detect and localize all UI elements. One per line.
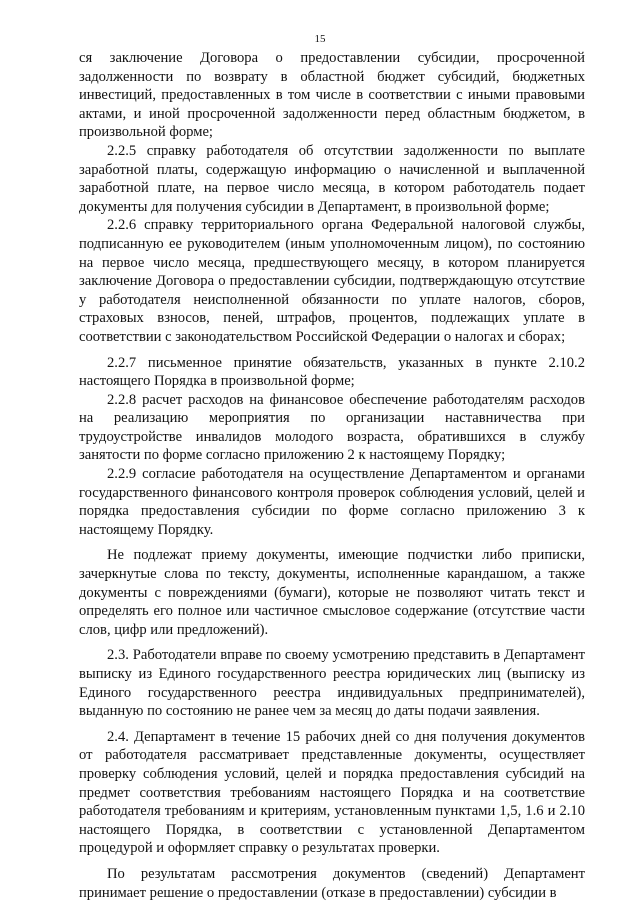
paragraph-review-results: По результатам рассмотрения документов (сведений) Департамент принимает решение о предоставлении (отказе в предоставлении) субсидии в xyxy=(79,865,585,901)
paragraph-2-2-8: 2.2.8 расчет расходов на финансовое обеспечение работодателям расходов на реализацию мероприятия по организации наставничества при трудоустройстве инвалидов молодого возраста, обратившихся в службу занятости по форме согласно приложению 2 к настоящему Порядку; xyxy=(79,391,585,464)
paragraph-2-4: 2.4. Департамент в течение 15 рабочих дней со дня получения документов от работодателя рассматривает представленные документы, осуществляет проверку соблюдения условий, целей и порядка предоставления субсидий на предмет соответствия требованиям настоящего Порядка и на соответствие работодателя требованиям и критериям, установленным пунктами 1,5, 1.6 и 2.10 настоящего Порядка, в соответствии с установленной Департаментом процедурой и оформляет справку о результатах проверки. xyxy=(79,728,585,857)
page-number: 15 xyxy=(314,33,326,45)
paragraph-2-3: 2.3. Работодатели вправе по своему усмотрению представить в Департамент выписку из Единого государственного реестра юридических лиц (выписку из Единого государственного реестра индивидуальных предпринимателей), выданную по состоянию не ранее чем за месяц до даты подачи заявления. xyxy=(79,647,585,720)
document-body xyxy=(79,49,585,902)
paragraph-2-2-7: 2.2.7 письменное принятие обязательств, указанных в пункте 2.10.2 настоящего Порядка в произвольной форме; xyxy=(79,354,585,390)
paragraph-2-2-6: 2.2.6 справку территориального органа Федеральной налоговой службы, подписанную ее руководителем (иным уполномоченным лицом), по состоянию на первое число месяца, предшествующего месяцу, в котором планируется заключение Договора о предоставлении субсидии, подтверждающую отсутствие у работодателя неисполненной обязанности по уплате налогов, сборов, страховых взносов, пеней, штрафов, процентов, подлежащих уплате в соответствии с законодательством Российской Федерации о налогах и сборах; xyxy=(79,217,585,345)
paragraph-rejection-rules: Не подлежат приему документы, имеющие подчистки либо приписки, зачеркнутые слова по тексту, документы, исполненные карандашом, а также документы с повреждениями (бумаги), которые не позволяют читать текст и определять его полное или частичное смысловое содержание (отсутствие части слов, цифр или предложений). xyxy=(79,547,585,638)
paragraph-continuation: ся заключение Договора о предоставлении субсидии, просроченной задолженности по возврату в областной бюджет субсидий, бюджетных инвестиций, предоставленных в том числе в соответствии с иными правовыми актами, и иной просроченной задолженности перед областным бюджетом, в произвольной форме; xyxy=(79,50,585,141)
paragraph-2-2-5: 2.2.5 справку работодателя об отсутствии задолженности по выплате заработной платы, содержащую информацию о начисленной и выплаченной заработной плате, на первое число месяца, в котором работодатель подает документы для получения субсидии в Департамент, в произвольной форме; xyxy=(79,142,585,215)
paragraph-2-2-9: 2.2.9 согласие работодателя на осуществление Департаментом и органами государственного финансового контроля проверок соблюдения условий, целей и порядка предоставления субсидии по форме согласно приложению 3 к настоящему Порядку. xyxy=(79,466,585,538)
